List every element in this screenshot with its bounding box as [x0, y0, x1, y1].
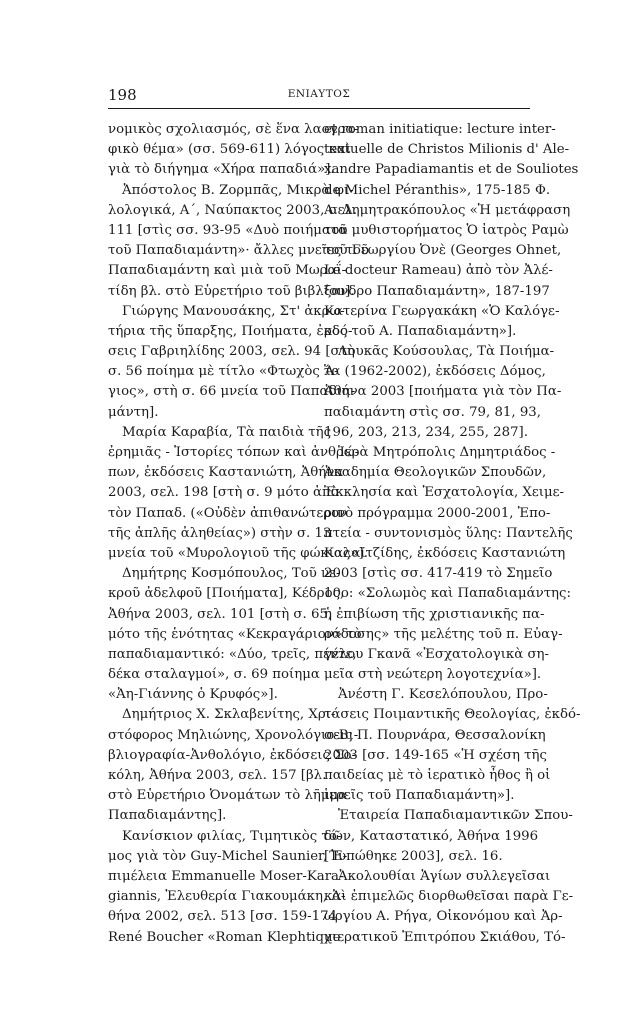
text-line: μάντη]. [108, 404, 159, 420]
text-line: Α. Δημητρακόπουλος «Ἡ μετάφραση [324, 202, 571, 218]
text-line: ράδοσης» τῆς μελέτης τοῦ π. Εὐαγ- [324, 626, 563, 642]
text-line: στόφορος Μηλιώνης, Χρονολόγιο-Βι- [108, 727, 359, 743]
text-line: ρινὸ πρόγραμμα 2000-2001, Ἐπο- [324, 505, 551, 521]
text-line: ἐρημιᾶς - Ἱστορίες τόπων καὶ ἀνθρώ- [108, 445, 360, 460]
text-line: 111 [στὶς σσ. 93-95 «Δυὸ ποιήματα [108, 222, 348, 238]
text-line: Κατερίνα Γεωργακάκη «Ὁ Καλόγε- [324, 303, 560, 319]
text-line: [Τυπώθηκε 2003], σελ. 16. [324, 848, 503, 864]
text-line: τοῦ μυθιστορήματος Ὁ ἰατρὸς Ραμὼ [324, 222, 569, 238]
text-line: Le docteur Rameau) ἀπὸ τὸν Ἀλέ- [324, 263, 553, 279]
text-line: 2003, σελ. 198 [στὴ σ. 9 μότο ἀπὸ [108, 485, 339, 501]
text-line: λολογικά, Α΄, Ναύπακτος 2003, σελ. [108, 202, 358, 218]
text-line: μος γιὰ τὸν Guy-Michel Saunier, Ἐ- [108, 848, 348, 864]
text-line: τάσεις Ποιμαντικῆς Θεολογίας, ἐκδό- [324, 707, 581, 723]
running-head: ΕΝΙΑΥΤΟΣ [287, 88, 351, 100]
text-line: γιος», στὴ σ. 66 μνεία τοῦ Παπαδια- [108, 384, 356, 400]
text-line: δῶν, Καταστατικό, Ἀθήνα 1996 [324, 828, 539, 844]
text-line: Ἑταιρεία Παπαδιαμαντικῶν Σπου- [338, 808, 573, 824]
text-line: Ἀνέστη Γ. Κεσελόπουλου, Προ- [338, 687, 548, 703]
text-line: Γιώργης Μανουσάκης, Στ' ἀκρω- [122, 303, 345, 319]
text-line: Παπαδιαμάντης]. [108, 808, 227, 824]
text-line: Ἀπόστολος Β. Ζορμπᾶς, Μικρὰ φι- [122, 182, 354, 198]
text-line: σ. 56 ποίημα μὲ τίτλο «Φτωχὸς Ἅ- [108, 364, 339, 380]
text-line: θήνα 2002, σελ. 513 [σσ. 159-174 [108, 909, 338, 925]
left-column [108, 120, 370, 948]
text-line: μνεία τοῦ «Μυρολογιοῦ τῆς φώκιας»]. [108, 545, 368, 561]
text-line: xandre Papadiamantis et de Souliotes [324, 162, 579, 178]
text-line: παδιαμάντη στὶς σσ. 79, 81, 93, [324, 404, 541, 420]
text-line: et roman initiatique: lecture inter- [324, 122, 556, 137]
text-line: πων, ἐκδόσεις Καστανιώτη, Ἀθήνα [108, 465, 344, 481]
text-line: 2003 [στὶς σσ. 417-419 τὸ Σημεῖο [324, 566, 553, 582]
text-line: ξανδρο Παπαδιαμάντη», 187-197 [324, 283, 550, 299]
text-line: Κανίσκιον φιλίας, Τιμητικὸς τό- [122, 828, 342, 844]
text-line: Δημήτρης Κοσμόπουλος, Τοῦ νε- [122, 566, 341, 582]
text-line: γέλου Γκανᾶ «Ἐσχατολογικὰ ση- [324, 646, 549, 662]
text-line: σεις Γαβριηλίδης 2003, σελ. 94 [στὴ [108, 344, 355, 360]
text-line: 196, 203, 213, 234, 255, 287]. [324, 424, 528, 440]
text-line: Λουκᾶς Κούσουλας, Τὰ Ποιήμα- [338, 344, 555, 360]
text-line: τοῦ Παπαδιαμάντη»· ἄλλες μνεῖες τοῦ [108, 243, 370, 259]
text-line: τοῦ Γεωργίου Ὀνὲ (Georges Ohnet, [324, 243, 562, 259]
text-line: κροῦ ἀδελφοῦ [Ποιήματα], Κέδρος, [108, 586, 345, 602]
text-line: Ἀκαδημία Θεολογικῶν Σπουδῶν, [324, 465, 547, 481]
right-column [324, 120, 581, 948]
text-line: τήρια τῆς ὕπαρξης, Ποιήματα, ἐκδό- [108, 323, 353, 339]
text-line: giannis, Ἐλευθερία Γιακουμάκη, Ἀ- [108, 889, 346, 905]
text-line: βλιογραφία-Ἀνθολόγιο, ἐκδόσεις Σο- [108, 747, 357, 763]
text-line: Καλαϊτζίδης, ἐκδόσεις Καστανιώτη [324, 545, 566, 561]
text-line: κόλη, Ἀθήνα 2003, σελ. 157 [βλ. [108, 768, 327, 783]
text-line: ἡ ἐπιβίωση τῆς χριστιανικῆς πα- [324, 606, 545, 622]
text-line: καὶ ἐπιμελῶς διορθωθεῖσαι παρὰ Γε- [324, 889, 574, 905]
text-line: Μαρία Καραβία, Τὰ παιδιὰ τῆς [122, 424, 332, 440]
text-line: μεῖα στὴ νεώτερη λογοτεχνία»]. [324, 667, 542, 683]
text-line: Ἀθήνα 2003, σελ. 101 [στὴ σ. 65, [108, 606, 333, 622]
text-line: textuelle de Christos Milionis d' Ale- [324, 142, 570, 158]
text-line: Ἀκολουθίαι Ἁγίων συλλεγεῖσαι [338, 868, 551, 884]
text-line: Ἱερὰ Μητρόπολις Δημητριάδος - [338, 445, 556, 460]
text-line: νομικὸς σχολιασμός, σὲ ἕνα λαογρα- [108, 122, 359, 137]
text-line: φικὸ θέμα» (σσ. 569-611) λόγος καὶ [108, 142, 351, 158]
page-header [108, 82, 530, 106]
text-line: Ἀθήνα 2003 [ποιήματα γιὰ τὸν Πα- [324, 384, 562, 400]
text-line: ωργίου Α. Ρήγα, Οἰκονόμου καὶ Ἀρ- [324, 909, 563, 925]
text-line: 2003 [σσ. 149-165 «Ἡ σχέση τῆς [324, 747, 547, 763]
text-line: στὸ Εὑρετήριο Ὀνομάτων τὸ λῆμμα [108, 788, 348, 804]
text-line: Ἐκκλησία καὶ Ἐσχατολογία, Χειμε- [324, 485, 565, 501]
text-line: τὸν Παπαδ. («Οὐδὲν ἀπιθανώτερον [108, 505, 348, 521]
text-line: Παπαδιαμάντη καὶ μιὰ τοῦ Μωραΐ- [108, 263, 347, 279]
text-line: 10ο: «Σολωμὸς καὶ Παπαδιαμάντης: [324, 586, 571, 602]
page-number: 198 [108, 86, 137, 104]
text-line: παπαδιαμαντικό: «Δύο, τρεῖς, πέντε, [108, 646, 357, 662]
text-line: δέκα σταλαγμοί», σ. 69 ποίημα [108, 667, 320, 683]
text-line: τῆς ἁπλῆς ἀληθείας») στὴν σ. 13 [108, 525, 332, 541]
text-line: Δημήτριος Χ. Σκλαβενίτης, Χρι- [122, 707, 336, 723]
text-line: μότο τῆς ἑνότητας «Κεκραγάριον» τὸ [108, 626, 362, 642]
text-line: ρος τοῦ Α. Παπαδιαμάντη»]. [324, 323, 517, 339]
text-line: γιὰ τὸ διήγημα «Χήρα παπαδιά»]. [108, 162, 335, 178]
text-line: πιμέλεια Emmanuelle Moser-Kara- [108, 868, 344, 884]
text-line: τίδη βλ. στὸ Εὑρετήριο τοῦ βιβλίου]. [108, 283, 355, 299]
text-line: πτεία - συντονισμὸς ὕλης: Παντελῆς [324, 525, 573, 541]
header-rule [108, 108, 530, 109]
text-line: ἱερεῖς τοῦ Παπαδιαμάντη»]. [324, 788, 515, 804]
text-line: σεις Π. Πουρνάρα, Θεσσαλονίκη [324, 727, 546, 743]
text-line: de Michel Péranthis», 175-185 Φ. [324, 182, 551, 198]
text-line: χιερατικοῦ Ἐπιτρόπου Σκιάθου, Τό- [324, 929, 566, 945]
text-line: τα (1962-2002), ἐκδόσεις Δόμος, [324, 364, 546, 380]
text-line: René Boucher «Roman Klephtique [108, 929, 341, 945]
text-line: «Ἀη-Γιάννης ὁ Κρυφός»]. [108, 687, 278, 703]
text-line: παιδείας μὲ τὸ ἱερατικὸ ἦθος ἢ οἱ [324, 768, 551, 783]
